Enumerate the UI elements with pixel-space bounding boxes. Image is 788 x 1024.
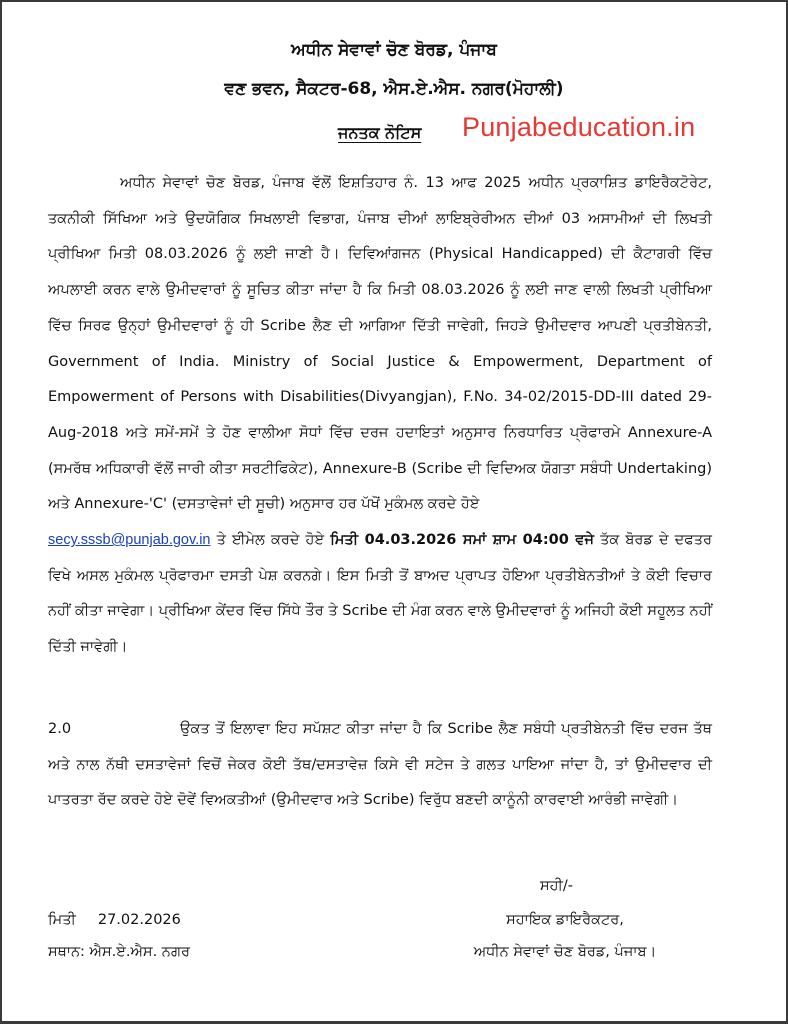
submission-deadline: ਮਿਤੀ 04.03.2026 ਸਮਾਂ ਸ਼ਾਮ 04:00 ਵਜੇ (330, 532, 594, 549)
paragraph-2-text: ਉਕਤ ਤੋਂ ਇਲਾਵਾ ਇਹ ਸਪੱਸ਼ਟ ਕੀਤਾ ਜਾਂਦਾ ਹੈ ਕਿ Scribe ਲੈਣ ਸਬੰਧੀ ਪ੍ਰਤੀਬੇਨਤੀ ਵਿੱਚ ਦਰਜ ਤੱਥ ਅਤੇ ਨਾਲ ਨੱਥੀ ਦਸਤਾਵੇਜਾਂ ਵਿਚੋਂ ਜੇਕਰ ਕੋਈ ਤੱਥ/ਦਸਤਾਵੇਜ਼ ਕਿਸੇ ਵੀ ਸਟੇਜ ਤੇ ਗਲਤ ਪਾਇਆ ਜਾਂਦਾ ਹੈ, ਤਾਂ ਉਮੀਦਵਾਰ ਦੀ ਪਾਤਰਤਾ ਰੱਦ ਕਰਦੇ ਹੋਏ ਦੋਵੇਂ ਵਿਅਕਤੀਆਂ (ਉਮੀਦਵਾਰ ਅਤੇ Scribe) ਵਿਰੁੱਧ ਬਣਦੀ ਕਾਨੂੰਨੀ ਕਾਰਵਾਈ ਆਰੰਭੀ ਜਾਵੇਗੀ। (48, 721, 712, 809)
date-row (48, 912, 181, 928)
signature-mark: ਸਹੀ/- (540, 878, 574, 894)
paragraph-number: 2.0 (48, 721, 72, 737)
place-row: ਸਥਾਨ: ਐਸ.ਏ.ਐਸ. ਨਗਰ (48, 944, 190, 960)
notice-paragraph-1 (48, 166, 712, 666)
notice-paragraph-2 (48, 712, 712, 819)
date-label: ਮਿਤੀ (48, 912, 76, 928)
paragraph-1-closing-text: ਤੱਕ ਬੋਰਡ ਦੇ ਦਫਤਰ ਵਿਖੇ ਅਸਲ ਮੁਕੰਮਲ ਪ੍ਰੋਫਾਰਮਾ ਦਸਤੀ ਪੇਸ਼ ਕਰਨਗੇ। ਇਸ ਮਿਤੀ ਤੋਂ ਬਾਅਦ ਪ੍ਰਾਪਤ ਹੋਇਆ ਪ੍ਰਤੀਬੇਨਤੀਆਂ ਤੇ ਕੋਈ ਵਿਚਾਰ ਨਹੀਂ ਕੀਤਾ ਜਾਵੇਗਾ। ਪ੍ਰੀਖਿਆ ਕੇਂਦਰ ਵਿੱਚ ਸਿੱਧੇ ਤੌਰ ਤੇ Scribe ਦੀ ਮੰਗ ਕਰਨ ਵਾਲੇ ਉਮੀਦਵਾਰਾਂ ਨੂੰ ਅਜਿਹੀ ਕੋਈ ਸਹੂਲਤ ਨਹੀਂ ਦਿੱਤੀ ਜਾਵੇਗੀ। (48, 532, 713, 656)
board-name-heading: ਅਧੀਨ ਸੇਵਾਵਾਂ ਚੋਣ ਬੋਰਡ, ਪੰਜਾਬ (291, 40, 497, 60)
date-value: 27.02.2026 (97, 912, 181, 928)
public-notice-title: ਜਨਤਕ ਨੋਟਿਸ (338, 123, 422, 142)
signatory-designation: ਸਹਾਇਕ ਡਾਇਰੈਕਟਰ, (506, 912, 624, 928)
paragraph-1-email-suffix: ਤੇ ਈਮੇਲ ਕਰਦੇ ਹੋਏ (210, 532, 331, 549)
email-link[interactable]: secy.sssb@punjab.gov.in (48, 532, 211, 549)
board-address-heading: ਵਣ ਭਵਨ, ਸੈਕਟਰ-68, ਐਸ.ਏ.ਐਸ. ਨਗਰ(ਮੋਹਾਲੀ) (224, 79, 564, 99)
watermark-punjabeducation: Punjabeducation.in (462, 112, 696, 142)
paragraph-1-text: ਅਧੀਨ ਸੇਵਾਵਾਂ ਚੋਣ ਬੋਰਡ, ਪੰਜਾਬ ਵੱਲੋਂ ਇਸ਼ਤਿਹਾਰ ਨੰ. 13 ਆਫ 2025 ਅਧੀਨ ਪ੍ਰਕਾਸ਼ਿਤ ਡਾਇਰੈਕਟੋਰੇਟ, ਤਕਨੀਕੀ ਸਿੱਖਿਆ ਅਤੇ ਉਦਯੋਗਿਕ ਸਿਖਲਾਈ ਵਿਭਾਗ, ਪੰਜਾਬ ਦੀਆਂ ਲਾਇਬ੍ਰੇਰੀਅਨ ਦੀਆਂ 03 ਅਸਾਮੀਆਂ ਦੀ ਲਿਖਤੀ ਪ੍ਰੀਖਿਆ ਮਿਤੀ 08.03.2026 ਨੂੰ ਲਈ ਜਾਣੀ ਹੈ। ਦਿਵਿਆਂਗਜਨ (Physical Handicapped) ਦੀ ਕੈਟਾਗਰੀ ਵਿੱਚ ਅਪਲਾਈ ਕਰਨ ਵਾਲੇ ਉਮੀਦਵਾਰਾਂ ਨੂੰ ਸੂਚਿਤ ਕੀਤਾ ਜਾਂਦਾ ਹੈ ਕਿ ਮਿਤੀ 08.03.2026 ਨੂੰ ਲਈ ਜਾਣ ਵਾਲੀ ਲਿਖਤੀ ਪ੍ਰੀਖਿਆ ਵਿੱਚ ਸਿਰਫ ਉਨ੍ਹਾਂ ਉਮੀਦਵਾਰਾਂ ਨੂੰ ਹੀ Scribe ਲੈਣ ਦੀ ਆਗਿਆ ਦਿੱਤੀ ਜਾਵੇਗੀ, ਜਿਹੜੇ ਉਮੀਦਵਾਰ ਆਪਣੀ ਪ੍ਰਤੀਬੇਨਤੀ, Government of India. Ministry of Social Justice & Empowerment, Department of Empowerment of Persons with Disabilities(Divyangjan), F.No. 34-02/2015-DD-III dated 29-Aug-2018 ਅਤੇ ਸਮੇਂ-ਸਮੇਂ ਤੇ ਹੋਣ ਵਾਲੀਆ ਸੋਧਾਂ ਵਿੱਚ ਦਰਜ ਹਦਾਇਤਾਂ ਅਨੁਸਾਰ ਨਿਰਧਾਰਿਤ ਪ੍ਰੋਫਾਰਮੇ Annexure-A (ਸਮਰੱਥ ਅਧਿਕਾਰੀ ਵੱਲੋਂ ਜਾਰੀ ਕੀਤਾ ਸਰਟੀਫਿਕੇਟ), Annexure-B (Scribe ਦੀ ਵਿਦਿਅਕ ਯੋਗਤਾ ਸਬੰਧੀ Undertaking) ਅਤੇ Annexure-'C' (ਦਸਤਾਵੇਜਾਂ ਦੀ ਸੂਚੀ) ਅਨੁਸਾਰ ਹਰ ਪੱਖੋਂ ਮੁਕੰਮਲ ਕਰਦੇ ਹੋਏ (48, 175, 712, 513)
signatory-organization: ਅਧੀਨ ਸੇਵਾਵਾਂ ਚੋਣ ਬੋਰਡ, ਪੰਜਾਬ। (473, 944, 657, 960)
